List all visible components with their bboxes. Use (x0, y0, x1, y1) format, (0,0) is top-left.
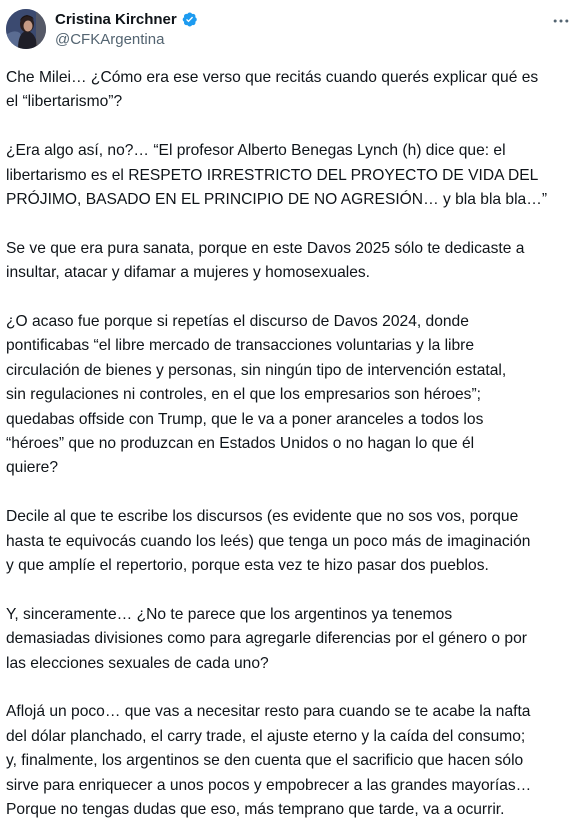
name-row (55, 10, 198, 29)
avatar[interactable] (6, 9, 46, 49)
tweet-paragraph: ¿O acaso fue porque si repetías el discurso de Davos 2024, donde pontificabas “el libre mercado de transacciones voluntarias y la libre circulación de bienes y personas, sin ningún tipo de intervención estatal, sin regulaciones ni controles, en el que los empresarios son héroes”; quedabas offside con Trump, que le va a poner aranceles a todos los “héroes” que no produzcan en Estados Unidos o no hagan lo que él quiere? (6, 313, 507, 477)
author-handle[interactable]: @CFKArgentina (55, 31, 165, 48)
tweet-paragraph: Y, sinceramente… ¿No te parece que los argentinos ya tenemos demasiadas divisiones como para agregarle diferencias por el género o por las elecciones sexuales de cada uno? (6, 605, 527, 672)
verified-badge-icon (181, 11, 198, 28)
author-name[interactable]: Cristina Kirchner (55, 11, 177, 28)
tweet-paragraph: Aflojá un poco… que vas a necesitar resto para cuando se te acabe la nafta del dólar planchado, el carry trade, el ajuste eterno y la caída del consumo; y, finalmente, los argentinos se den cuenta que el sacrificio que hacen sólo sirve para enriquecer a unos pocos y empobrecer a las grandes mayorías… Porque no tengas dudas que eso, más temprano que tarde, va a ocurrir. (6, 703, 532, 819)
tweet-paragraph: Decile al que te escribe los discursos (es evidente que no sos vos, porque hasta te equivocás cuando los leés) que tenga un poco más de imaginación y que amplíe el repertorio, porque esta vez te hizo pasar dos pueblos. (6, 508, 531, 575)
tweet-paragraph: Se ve que era pura sanata, porque en este Davos 2025 sólo te dedicaste a insultar, atacar y difamar a mujeres y homosexuales. (6, 239, 525, 282)
tweet-paragraph: Che Milei… ¿Cómo era ese verso que recitás cuando querés explicar qué es el “libertarismo”? (6, 69, 539, 111)
tweet-paragraph: ¿Era algo así, no?… “El profesor Alberto Benegas Lynch (h) dice que: el libertarismo es el RESPETO IRRESTRICTO DEL PROYECTO DE VIDA DEL PRÓJIMO, BASADO EN EL PRINCIPIO DE NO AGRESIÓN… y bla bla bla…” (6, 142, 548, 209)
avatar-photo (6, 9, 46, 49)
tweet-text (6, 66, 582, 823)
more-options-button[interactable] (549, 12, 573, 30)
tweet-header (55, 10, 198, 49)
more-horizontal-icon (551, 11, 571, 31)
